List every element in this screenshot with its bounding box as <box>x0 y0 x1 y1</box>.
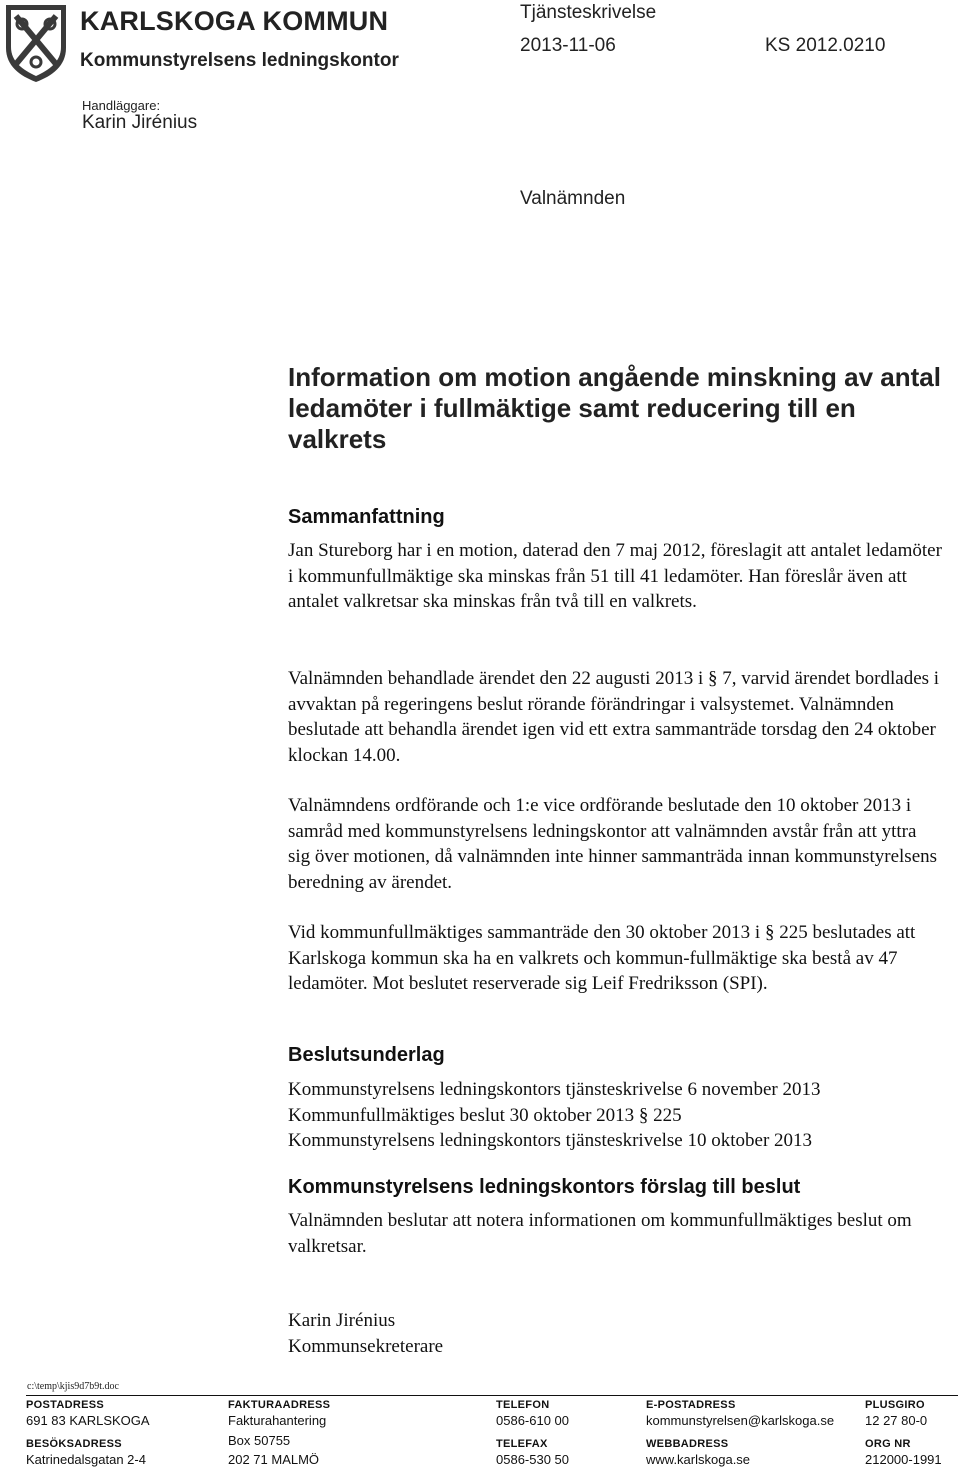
handler-name: Karin Jirénius <box>82 112 198 133</box>
webbadress-label: WEBBADRESS <box>646 1438 729 1450</box>
fakturaadress-label: FAKTURAADRESS <box>228 1399 331 1411</box>
proposal-heading: Kommunstyrelsens ledningskontors förslag till beslut <box>288 1176 801 1198</box>
municipal-coat-of-arms-logo <box>2 2 70 84</box>
plusgiro-label: PLUSGIRO <box>865 1399 925 1411</box>
fakturaadress-line: Box 50755 <box>228 1433 291 1448</box>
document-type: Tjänsteskrivelse <box>520 2 657 23</box>
telefax-label: TELEFAX <box>496 1438 548 1450</box>
document-reference: KS 2012.0210 <box>765 35 886 56</box>
basis-item: Kommunstyrelsens ledningskontors tjänsteskrivelse 10 oktober 2013 <box>288 1130 813 1151</box>
basis-item: Kommunstyrelsens ledningskontors tjänsteskrivelse 6 november 2013 <box>288 1079 821 1100</box>
orgnr-value: 212000-1991 <box>865 1452 942 1467</box>
recipient: Valnämnden <box>520 188 626 209</box>
basis-heading: Beslutsunderlag <box>288 1044 445 1066</box>
epost-label: E-POSTADRESS <box>646 1399 736 1411</box>
signature-title: Kommunsekreterare <box>288 1336 444 1357</box>
proposal-paragraph: Valnämnden beslutar att notera informationen om kommunfullmäktiges beslut om valkretsar. <box>288 1210 912 1257</box>
basis-list <box>288 1077 948 1154</box>
summary-paragraph: Jan Stureborg har i en motion, daterad den 7 maj 2012, föreslagit att antalet ledamöter i kommunfullmäktige ska minskas från 51 till 41 ledamöter. Han föreslår även att antalet valkretsar ska minskas från två till en valkrets. <box>288 540 942 612</box>
webbadress-value: www.karlskoga.se <box>646 1452 751 1467</box>
fakturaadress-line: Fakturahantering <box>228 1413 327 1428</box>
epost-value: kommunstyrelsen@karlskoga.se <box>646 1413 835 1428</box>
besoksadress-label: BESÖKSADRESS <box>26 1438 122 1450</box>
telefon-value: 0586-610 00 <box>496 1413 570 1428</box>
plusgiro-value: 12 27 80-0 <box>865 1413 928 1428</box>
orgnr-label: ORG NR <box>865 1438 911 1450</box>
department-name: Kommunstyrelsens ledningskontor <box>80 50 399 71</box>
organization-name: KARLSKOGA KOMMUN <box>80 6 389 36</box>
postadress-label: POSTADRESS <box>26 1399 104 1411</box>
body-paragraph: Valnämndens ordförande och 1:e vice ordförande beslutade den 10 oktober 2013 i samråd med kommunstyrelsens ledningskontor att valnämnden avstår från att yttra sig över motionen, då valnämnden inte hinner sammanträda innan kommunstyrelsens beredning av ärendet. <box>288 795 938 893</box>
document-title: Information om motion angående minskning av antal ledamöter i fullmäktige samt reducering till en valkrets <box>288 362 941 454</box>
body-paragraph: Valnämnden behandlade ärendet den 22 augusti 2013 i § 7, varvid ärendet bordlades i avvaktan på regeringens beslut rörande förändringar i valsystemet. Valnämnden beslutade att behandla ärendet igen vid ett extra sammanträde torsdag den 24 oktober klockan 14.00. <box>288 668 940 766</box>
telefon-label: TELEFON <box>496 1399 550 1411</box>
summary-heading: Sammanfattning <box>288 506 445 528</box>
besoksadress-value: Katrinedalsgatan 2-4 <box>26 1452 146 1467</box>
handler-label: Handläggare: <box>82 98 161 113</box>
file-path: c:\temp\kjis9d7b9t.doc <box>27 1381 119 1392</box>
basis-item: Kommunfullmäktiges beslut 30 oktober 2013 § 225 <box>288 1104 682 1126</box>
telefax-value: 0586-530 50 <box>496 1452 570 1467</box>
document-date: 2013-11-06 <box>520 35 616 56</box>
footer-divider <box>26 1395 958 1396</box>
body-paragraph: Vid kommunfullmäktiges sammanträde den 30 oktober 2013 i § 225 beslutades att Karlskoga kommun ska ha en valkrets och kommun-fullmäktige ska bestå av 47 ledamöter. Mot beslutet reserverade sig Leif Fredriksson (SPI). <box>288 922 916 994</box>
postadress-value: 691 83 KARLSKOGA <box>26 1413 150 1428</box>
signature-name: Karin Jirénius <box>288 1310 396 1331</box>
fakturaadress-line: 202 71 MALMÖ <box>228 1452 320 1467</box>
